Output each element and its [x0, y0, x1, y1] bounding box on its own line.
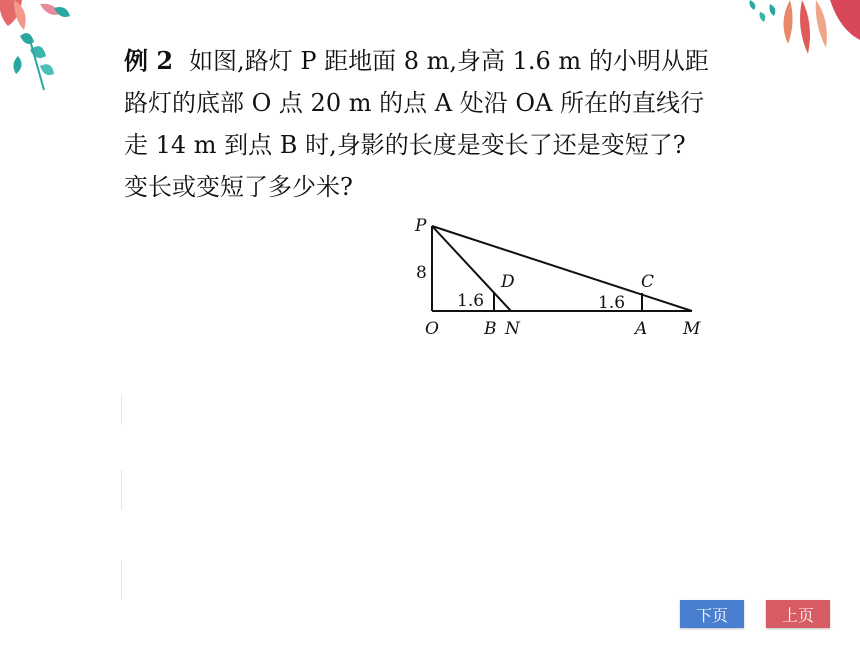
- label-P: P: [415, 216, 427, 236]
- label-M: M: [683, 319, 701, 339]
- faint-divider: [121, 470, 122, 510]
- label-D: D: [501, 272, 515, 292]
- corner-leaf-decoration-right: [730, 0, 860, 70]
- label-height-B: 1.6: [457, 291, 485, 311]
- label-B: B: [484, 319, 497, 339]
- problem-statement: [124, 40, 714, 208]
- label-height-A: 1.6: [598, 293, 626, 313]
- label-N: N: [505, 319, 520, 339]
- problem-text: 如图,路灯 P 距地面 8 m,身高 1.6 m 的小明从距路灯的底部 O 点 20 m 的点 A 处沿 OA 所在的直线行走 14 m 到点 B 时,身影的长度是变长了还是变短了? 变长或变短了多少米?: [124, 47, 709, 201]
- label-A: A: [635, 319, 648, 339]
- example-tag: 例 2: [124, 46, 174, 75]
- faint-divider: [121, 560, 122, 600]
- next-page-button[interactable]: 下页: [680, 600, 744, 628]
- label-C: C: [641, 272, 655, 292]
- label-O: O: [425, 319, 439, 339]
- previous-page-button[interactable]: 上页: [766, 600, 830, 628]
- corner-leaf-decoration-left: [0, 0, 90, 95]
- label-lamp-height: 8: [416, 263, 427, 283]
- faint-divider: [121, 395, 122, 425]
- geometry-figure: [405, 215, 715, 345]
